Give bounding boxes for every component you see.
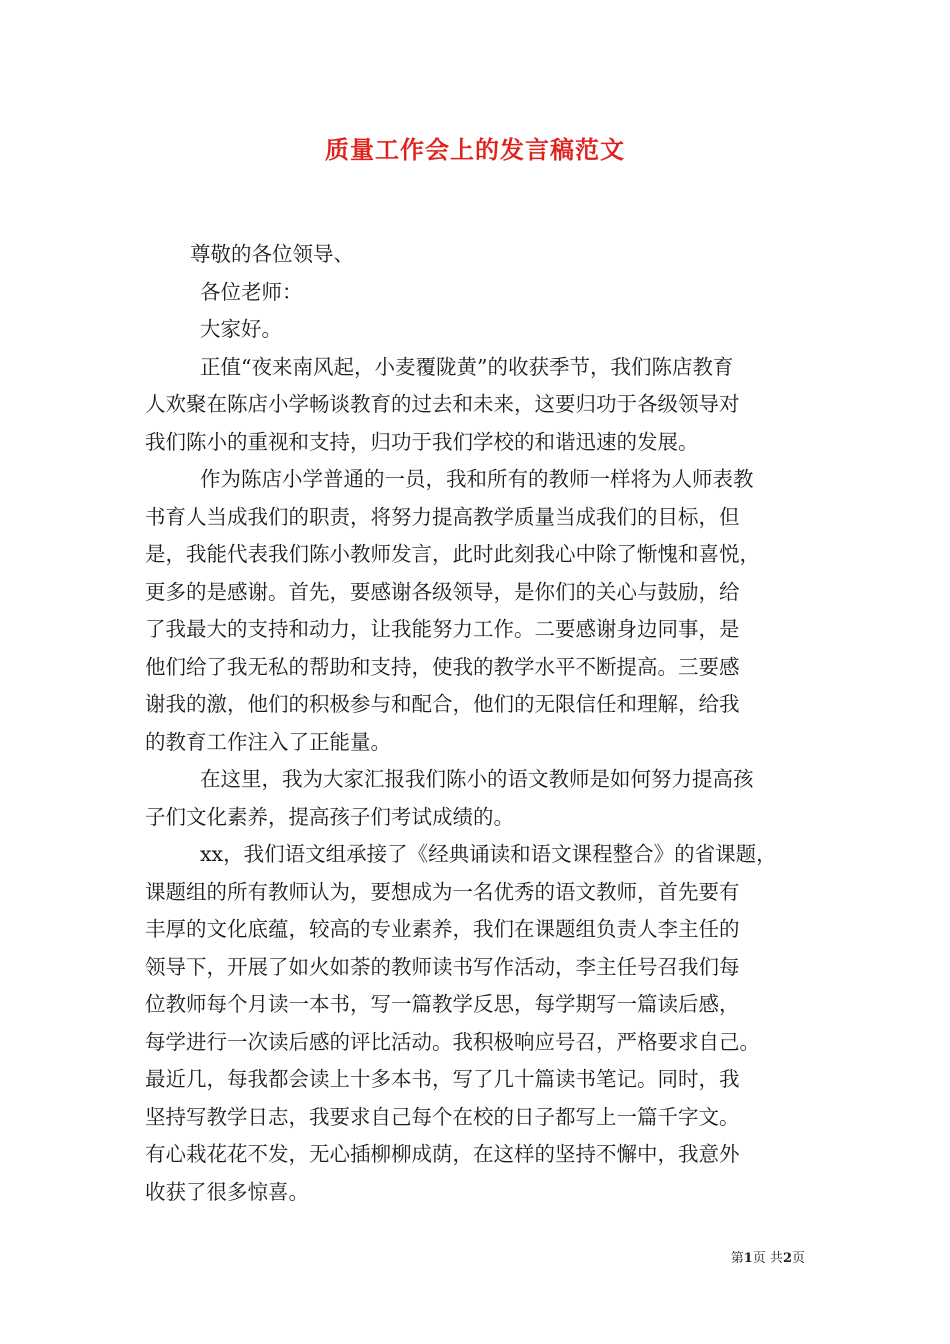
paragraph-line: 更多的是感谢。首先，要感谢各级领导，是你们的关心与鼓励，给 [145, 579, 740, 604]
paragraph-line: 作为陈店小学普通的一员，我和所有的教师一样将为人师表教 [200, 467, 754, 491]
paragraph-line: xx，我们语文组承接了《经典诵读和语文课程整合》的省课题， [200, 842, 777, 866]
paragraph-line: 是，我能代表我们陈小教师发言，此时此刻我心中除了惭愧和喜悦， [145, 542, 760, 566]
paragraph-line: 领导下，开展了如火如荼的教师读书写作活动，李主任号召我们每 [145, 954, 740, 979]
paragraph-line: 我们陈小的重视和支持，归功于我们学校的和谐迅速的发展。 [145, 429, 699, 454]
paragraph-line: 最近几，每我都会读上十多本书，写了几十篇读书笔记。同时，我 [145, 1067, 740, 1091]
paragraph-line: 收获了很多惊喜。 [145, 1179, 309, 1204]
paragraph-line: 人欢聚在陈店小学畅谈教育的过去和未来，这要归功于各级领导对 [145, 392, 740, 416]
paragraph-line: 了我最大的支持和动力，让我能努力工作。二要感谢身边同事，是 [145, 617, 740, 641]
paragraph-line: 谢我的激，他们的积极参与和配合，他们的无限信任和理解，给我 [145, 692, 740, 716]
footer-middle: 页 共 [752, 1251, 783, 1266]
salutation-line: 各位老师： [200, 279, 303, 304]
total-page-number: 2 [782, 1251, 792, 1266]
paragraph-line: 有心栽花花不发，无心插柳柳成荫，在这样的坚持不懈中，我意外 [145, 1142, 740, 1166]
paragraph-line: 课题组的所有教师认为，要想成为一名优秀的语文教师，首先要有 [145, 879, 740, 904]
paragraph-line: 他们给了我无私的帮助和支持，使我的教学水平不断提高。三要感 [145, 654, 740, 679]
document-body [145, 236, 810, 1211]
footer-prefix: 第 [730, 1251, 744, 1266]
paragraph-line: 的教育工作注入了正能量。 [145, 729, 391, 754]
paragraph-line: 位教师每个月读一本书，写一篇教学反思，每学期写一篇读后感， [145, 992, 740, 1016]
paragraph-line: 在这里，我为大家汇报我们陈小的语文教师是如何努力提高孩 [200, 767, 754, 791]
paragraph-line: 丰厚的文化底蕴，较高的专业素养，我们在课题组负责人李主任的 [145, 917, 740, 941]
greeting-line: 大家好。 [200, 317, 282, 341]
footer-suffix: 页 [791, 1251, 805, 1266]
salutation-line: 尊敬的各位领导、 [190, 242, 354, 266]
current-page-number: 1 [743, 1251, 753, 1266]
paragraph-line: 坚持写教学日志，我要求自己每个在校的日子都写上一篇千字文。 [145, 1104, 740, 1129]
page-number-footer [731, 1247, 805, 1266]
paragraph-line: 正值“夜来南风起，小麦覆陇黄”的收获季节，我们陈店教育 [200, 354, 734, 379]
document-title: 质量工作会上的发言稿范文 [325, 135, 625, 164]
paragraph-line: 子们文化素养，提高孩子们考试成绩的。 [145, 804, 514, 829]
paragraph-line: 每学进行一次读后感的评比活动。我积极响应号召，严格要求自己。 [145, 1029, 760, 1054]
paragraph-line: 书育人当成我们的职责，将努力提高教学质量当成我们的目标，但 [145, 504, 740, 529]
